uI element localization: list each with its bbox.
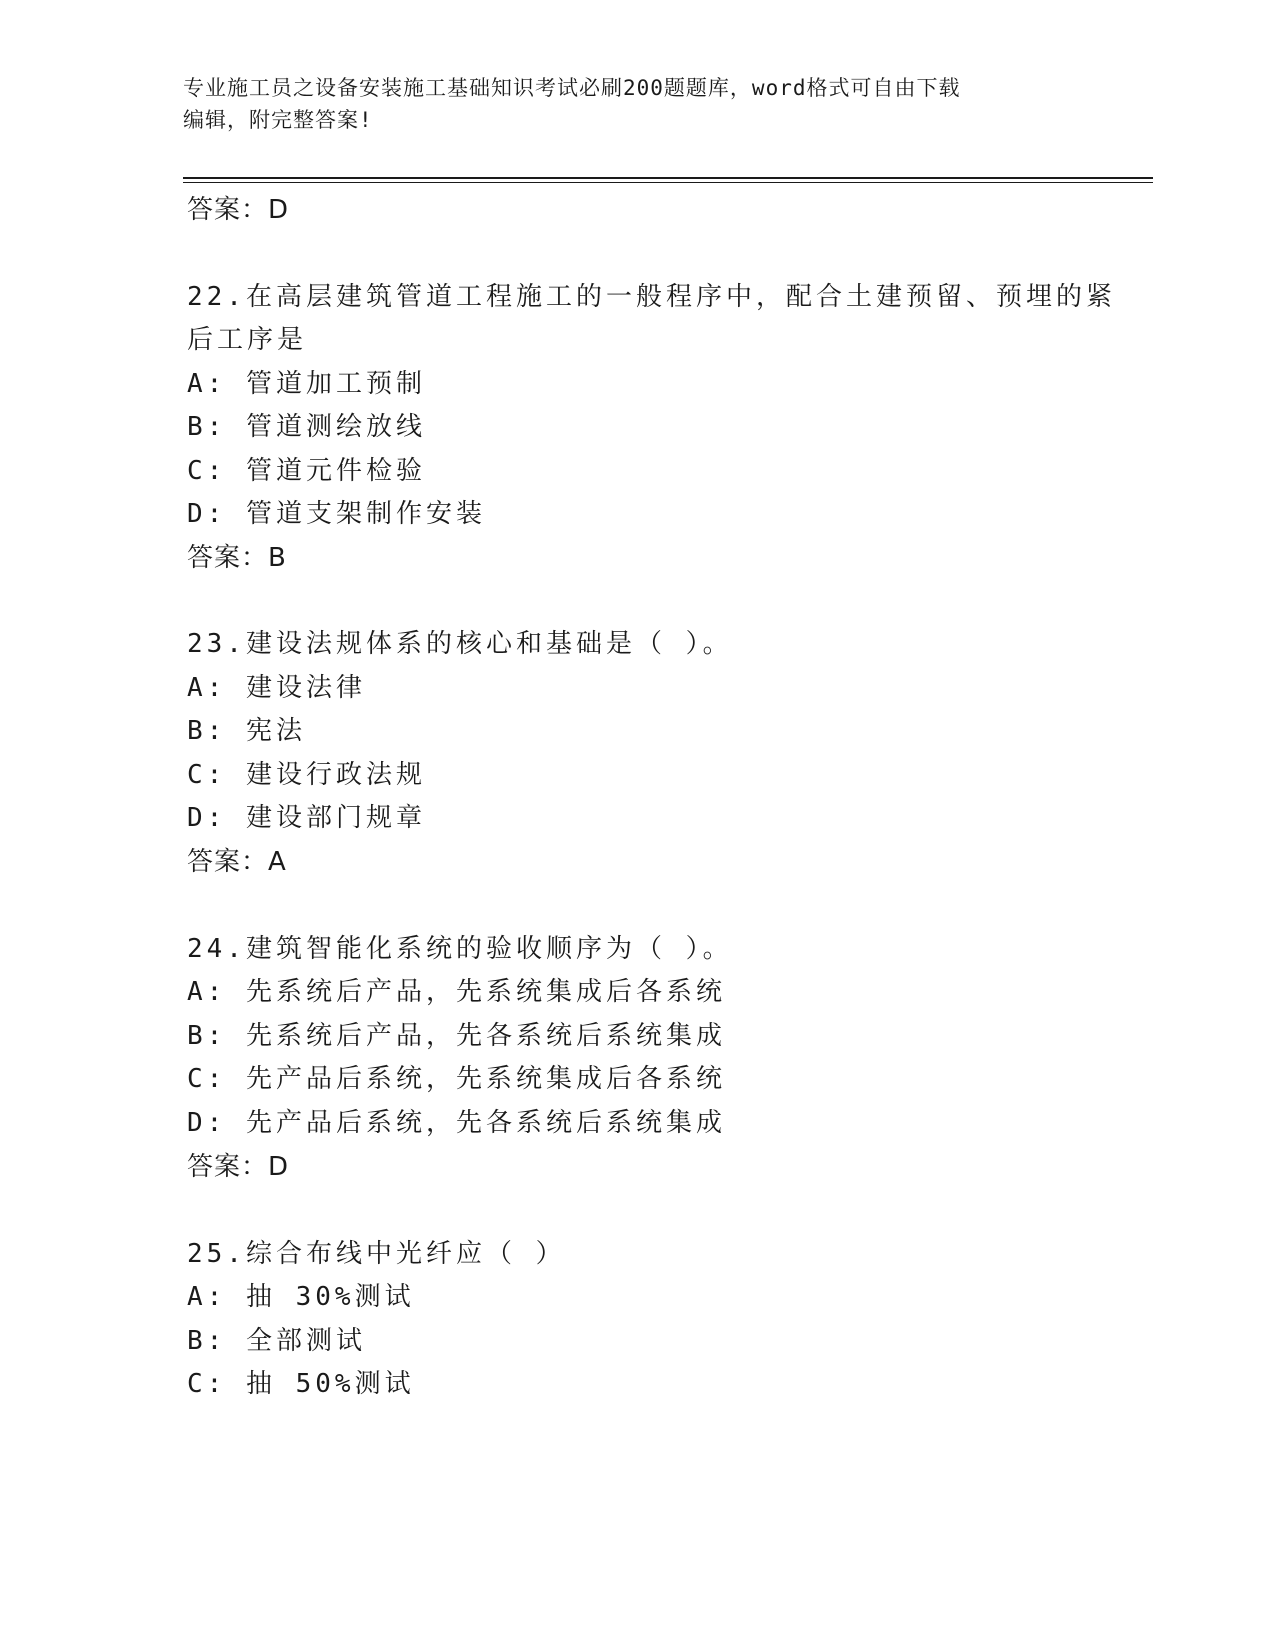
question-25-option-a: A: 抽 30%测试 <box>187 1282 415 1312</box>
question-22-option-a: A: 管道加工预制 <box>187 369 426 399</box>
header-divider-thin <box>183 182 1153 183</box>
question-25-stem-line-1: 25.综合布线中光纤应（ ） <box>187 1239 566 1269</box>
question-23-option-a: A: 建设法律 <box>187 673 366 703</box>
question-22-stem-line-1: 22.在高层建筑管道工程施工的一般程序中，配合土建预留、预埋的紧 <box>187 282 1116 312</box>
question-24-option-d: D: 先产品后系统，先各系统后系统集成 <box>187 1108 726 1138</box>
question-22-stem-line-2: 后工序是 <box>187 325 308 355</box>
question-25-option-c: C: 抽 50%测试 <box>187 1369 415 1399</box>
header-divider-thick <box>183 177 1153 179</box>
header-title-line-2: 编辑，附完整答案! <box>183 108 373 132</box>
question-22-option-d: D: 管道支架制作安装 <box>187 499 486 529</box>
question-23-answer: 答案：A <box>187 847 287 877</box>
question-22-option-b: B: 管道测绘放线 <box>187 412 426 442</box>
question-23-option-d: D: 建设部门规章 <box>187 803 426 833</box>
question-24-stem-line-1: 24.建筑智能化系统的验收顺序为（ ）。 <box>187 934 733 964</box>
question-23-stem-line-1: 23.建设法规体系的核心和基础是（ ）。 <box>187 629 733 659</box>
question-23-option-c: C: 建设行政法规 <box>187 760 426 790</box>
question-23-option-b: B: 宪法 <box>187 716 306 746</box>
question-24-answer: 答案：D <box>187 1152 290 1182</box>
question-24-option-a: A: 先系统后产品，先系统集成后各系统 <box>187 977 726 1007</box>
header-title-line-1: 专业施工员之设备安装施工基础知识考试必刷200题题库，word格式可自由下载 <box>183 76 961 100</box>
question-24-option-c: C: 先产品后系统，先系统集成后各系统 <box>187 1064 726 1094</box>
previous-answer: 答案：D <box>187 195 290 225</box>
question-22-option-c: C: 管道元件检验 <box>187 456 426 486</box>
question-25-option-b: B: 全部测试 <box>187 1326 366 1356</box>
question-24-option-b: B: 先系统后产品，先各系统后系统集成 <box>187 1021 726 1051</box>
question-22-answer: 答案：B <box>187 543 287 573</box>
document-header <box>183 72 1073 136</box>
